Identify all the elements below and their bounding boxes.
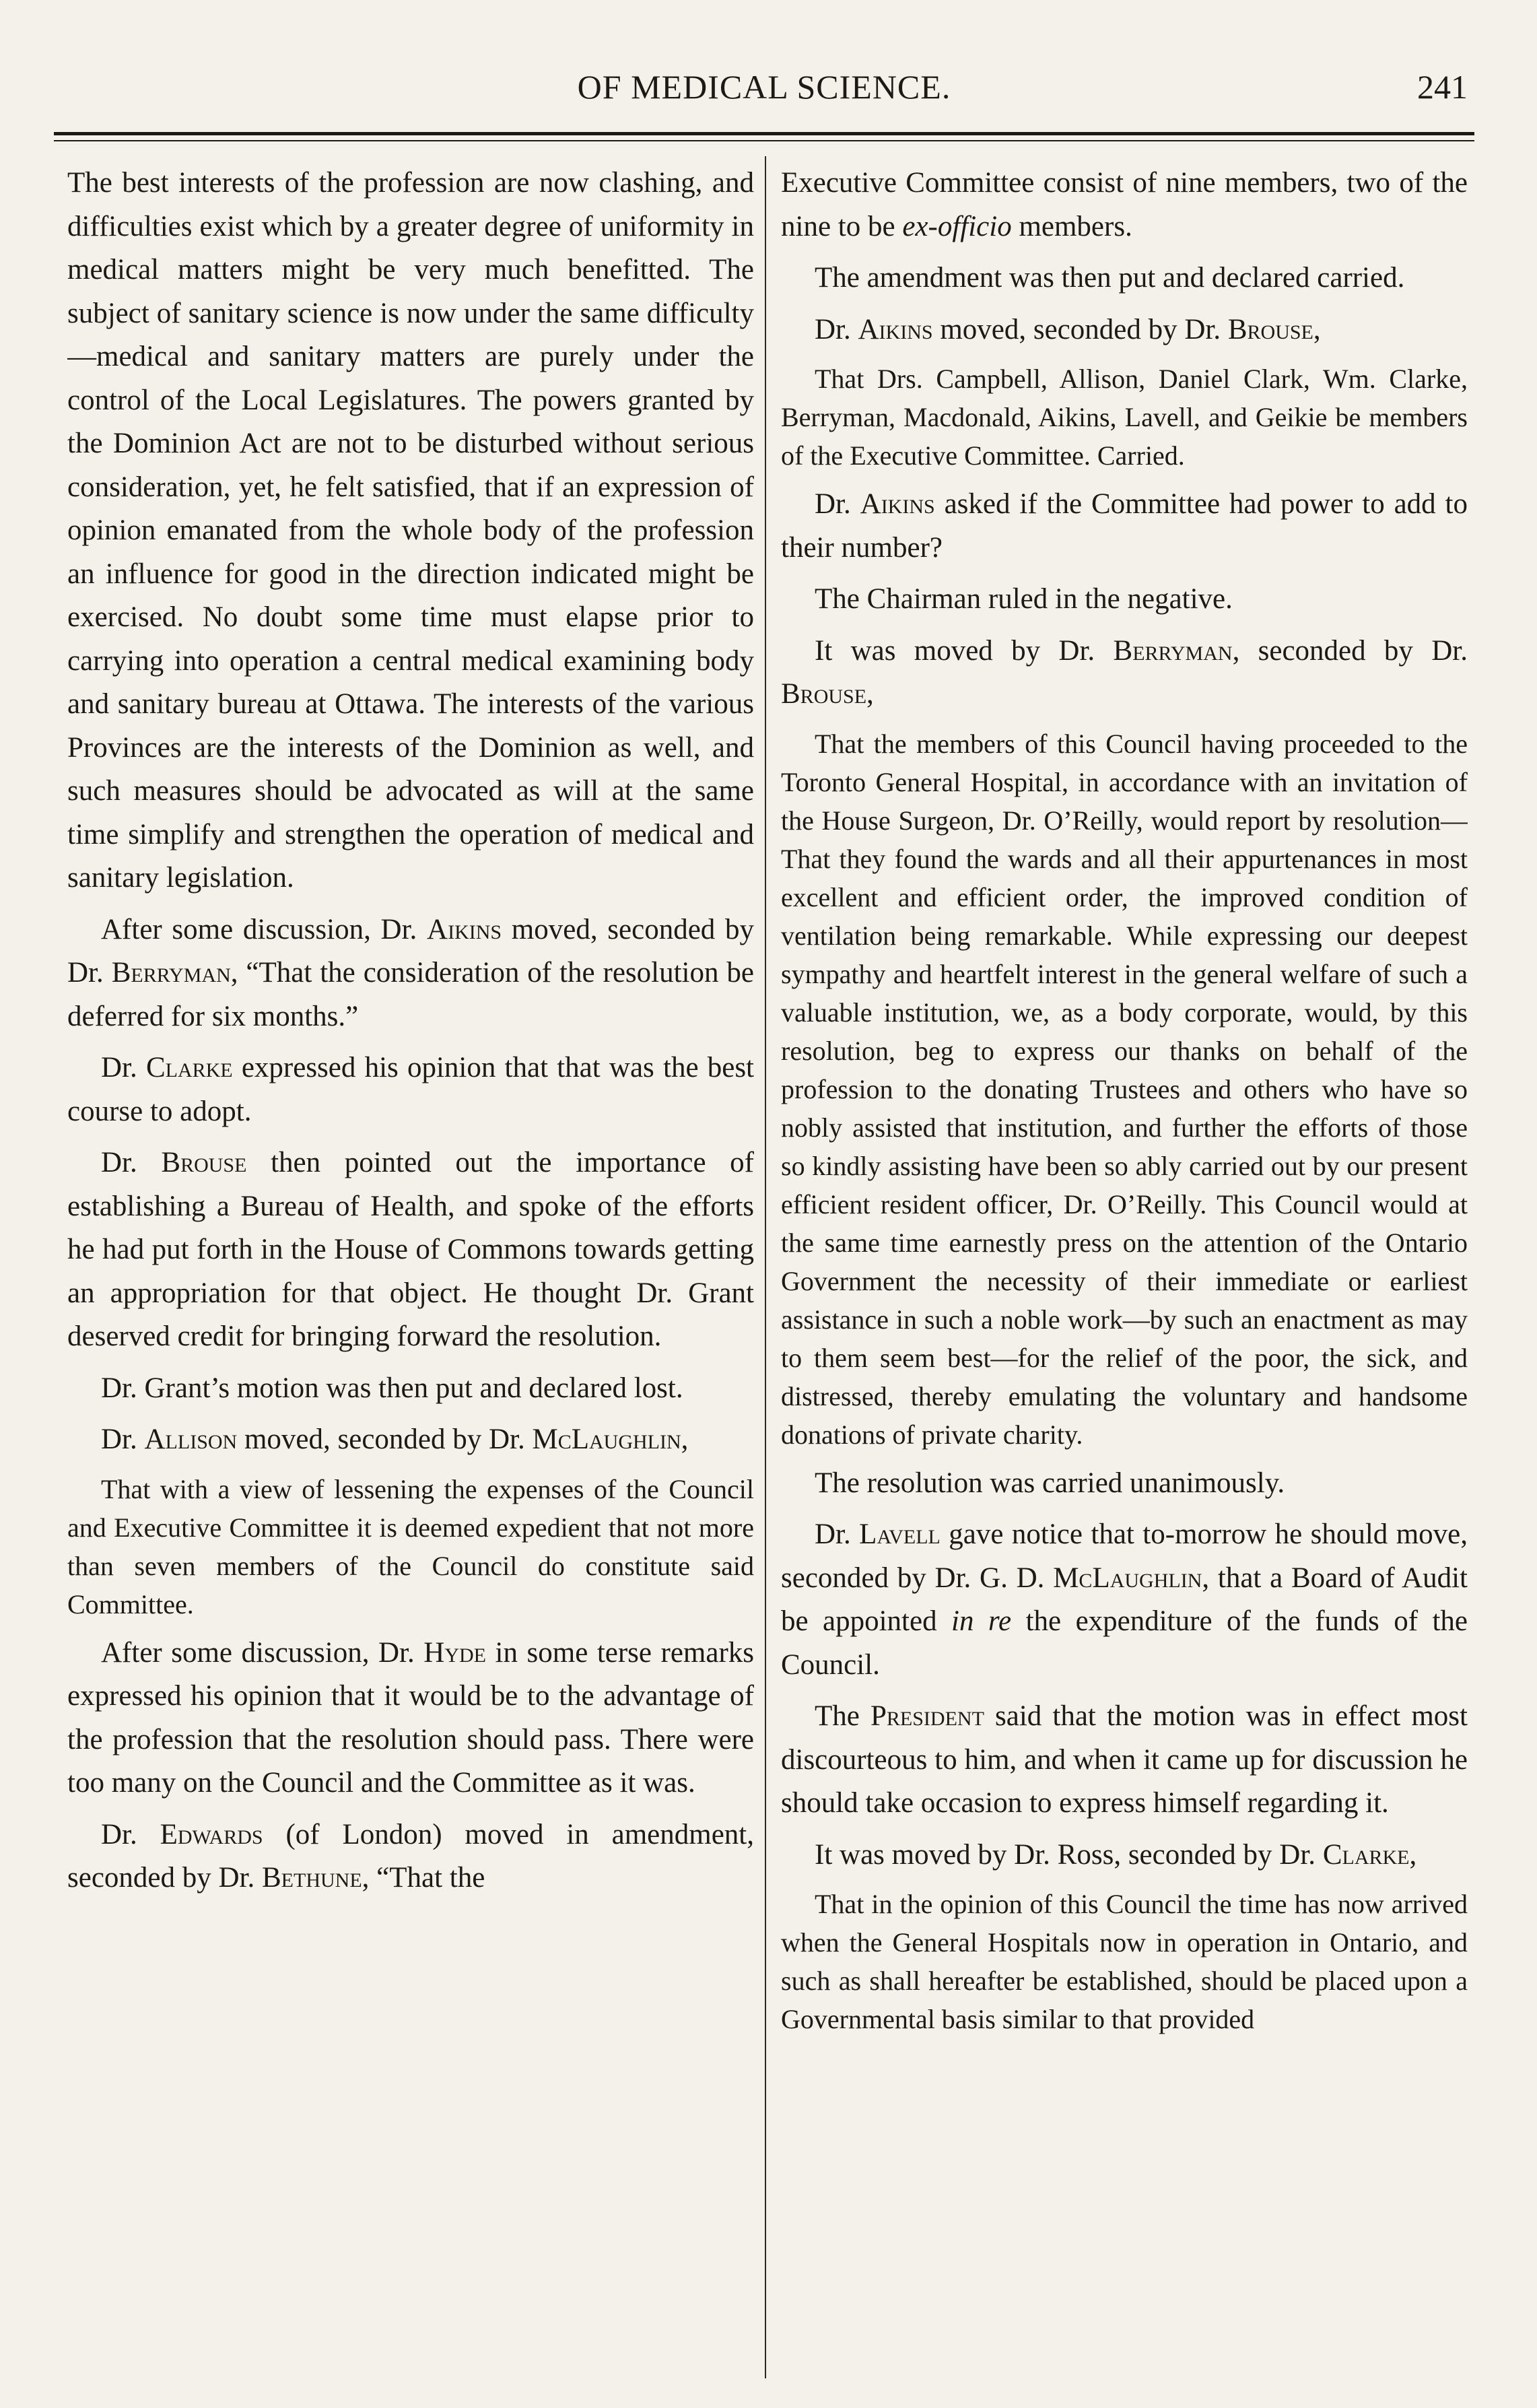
paragraph: Dr. Brouse then pointed out the importance of establishing a Bureau of Health, and spoke of the efforts he had put forth in the House of Commons towards getting an appropriation for that object. He thought Dr. Grant deserved credit for bringing forward the resolution.: [67, 1147, 754, 1352]
paragraph: Dr. Clarke expressed his opinion that that was the best course to adopt.: [67, 1052, 754, 1127]
left-column: [67, 162, 754, 2397]
paragraph: The best interests of the profession are now clashing, and difficulties exist which by a greater degree of uniformity in medical matters might be very much benefitted. The subject of sanitary science is now under the same difficulty—medical and sanitary matters are purely under the control of the Local Legislatures. The powers granted by the Dominion Act are not to be disturbed without serious consideration, yet, he felt satisfied, that if an expression of opinion emanated from the whole body of the profession an influence for good in the direction indicated might be exercised. No doubt some time must elapse prior to carrying into operation a central medical examining body and sanitary bureau at Ottawa. The interests of the various Provinces are the interests of the Dominion as well, and such measures should be advocated as will at the same time simplify and strengthen the operation of medical and sanitary legislation.: [67, 167, 754, 894]
paragraph: Dr. Lavell gave notice that to-morrow he should move, seconded by Dr. G. D. McLaughlin, that a Board of Audit be appointed in re the expenditure of the funds of the Council.: [781, 1518, 1468, 1681]
resolution-text: That in the opinion of this Council the time has now arrived when the General Hospitals now in operation in Ontario, and such as shall hereafter be established, should be placed upon a Governmental basis similar to that provided: [781, 1889, 1468, 2034]
right-column: [781, 162, 1468, 2397]
paragraph: After some discussion, Dr. Hyde in some terse remarks expressed his opinion that it would be to the advantage of the profession that the resolution should pass. There were too many on the Council and the Committee as it was.: [67, 1636, 754, 1799]
paragraph: The President said that the motion was in effect most discourteous to him, and when it came up for discussion he should take occasion to express himself regarding it.: [781, 1700, 1468, 1819]
paragraph: Dr. Edwards (of London) moved in amendment, seconded by Dr. Bethune, “That the: [67, 1818, 754, 1894]
paragraph: Dr. Aikins asked if the Committee had power to add to their number?: [781, 488, 1468, 564]
column-divider: [765, 156, 766, 2378]
paragraph: The Chairman ruled in the negative.: [815, 583, 1233, 615]
page-header: [61, 67, 1468, 121]
paragraph: After some discussion, Dr. Aikins moved, seconded by Dr. Berryman, “That the consideration of the resolution be deferred for six months.”: [67, 913, 754, 1032]
paragraph: Dr. Allison moved, seconded by Dr. McLaughlin,: [101, 1424, 689, 1455]
header-rule: [54, 132, 1474, 135]
resolution-text: That Drs. Campbell, Allison, Daniel Clark, Wm. Clarke, Berryman, Macdonald, Aikins, Lavell, and Geikie be members of the Executive Committee. Carried.: [781, 364, 1468, 471]
resolution-text: That the members of this Council having proceeded to the Toronto General Hospital, in accordance with an invitation of the House Surgeon, Dr. O’Reilly, would report by resolution—That they found the wards and all their appurtenances in most excellent and efficient order, the improved condition of ventilation being remarkable. While expressing our deepest sympathy and heartfelt interest in the general welfare of such a valuable institution, we, as a body corporate, would, by this resolution, beg to express our thanks on behalf of the profession to the donating Trustees and others who have so nobly assisted that institution, and further the efforts of those so kindly assisting have been so ably carried out by our present efficient resident officer, Dr. O’Reilly. This Council would at the same time earnestly press on the attention of the Ontario Government the necessity of their immediate or earliest assistance in such a noble work—by such an enactment as may to them seem best—for the relief of the poor, the sick, and distressed, thereby emulating the voluntary and handsome donations of private charity.: [781, 728, 1468, 1450]
resolution-text: That with a view of lessening the expenses of the Council and Executive Committee it is deemed expedient that not more than seven members of the Council do constitute said Committee.: [67, 1473, 754, 1619]
paragraph: It was moved by Dr. Ross, seconded by Dr. Clarke,: [815, 1838, 1417, 1871]
running-head: OF MEDICAL SCIENCE.: [577, 68, 951, 106]
paragraph: Dr. Grant’s motion was then put and declared lost.: [101, 1372, 683, 1404]
paragraph: Executive Committee consist of nine members, two of the nine to be ex-officio members.: [781, 167, 1468, 242]
paragraph: Dr. Aikins moved, seconded by Dr. Brouse,: [815, 313, 1321, 345]
paragraph: The resolution was carried unanimously.: [815, 1467, 1285, 1499]
page-number: 241: [1417, 68, 1468, 106]
header-rule-thin: [54, 140, 1474, 141]
paragraph: The amendment was then put and declared carried.: [815, 262, 1405, 294]
paragraph: It was moved by Dr. Berryman, seconded by Dr. Brouse,: [781, 634, 1468, 710]
